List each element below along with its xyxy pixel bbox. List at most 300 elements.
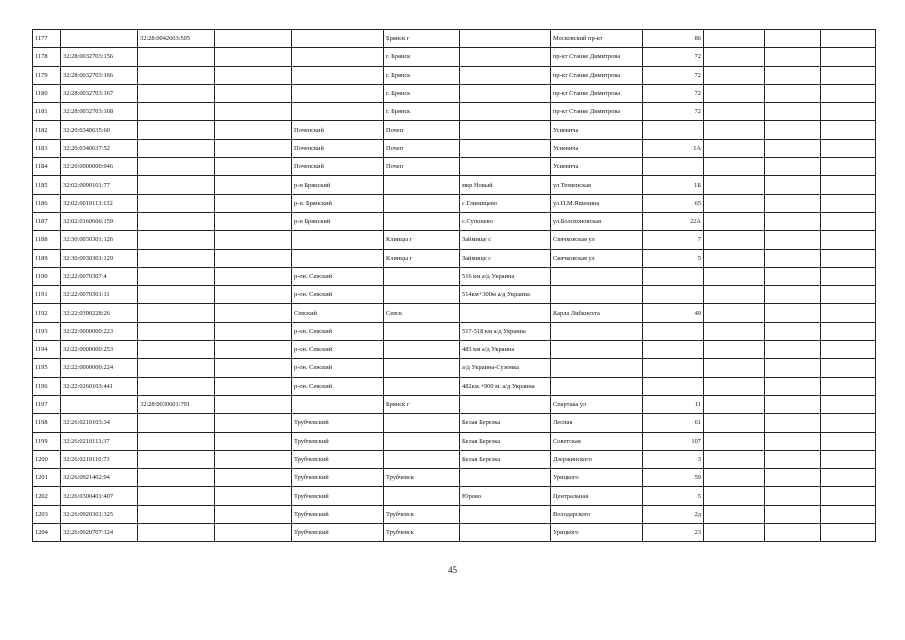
cell-locality: 516 км а/д Украина — [460, 267, 551, 285]
table-row — [33, 505, 876, 523]
cell-row-number: 1193 — [33, 322, 61, 340]
cell-extra-col-1 — [704, 84, 765, 102]
table-row — [33, 414, 876, 432]
cell-extra-col-2 — [765, 450, 821, 468]
cell-row-number: 1186 — [33, 194, 61, 212]
cell-street — [551, 377, 643, 395]
cell-cadastral-number: 32:22:0390228:26 — [61, 304, 138, 322]
cell-locality — [460, 395, 551, 413]
cell-row-number: 1177 — [33, 30, 61, 48]
cell-empty-col — [215, 487, 292, 505]
cell-cadastral-number: 32:22:0070307:4 — [61, 267, 138, 285]
cell-cadastral-number: 32:02:0010113:132 — [61, 194, 138, 212]
cell-extra-col-3 — [821, 377, 876, 395]
cell-house-number — [643, 158, 704, 176]
cell-empty-col — [215, 84, 292, 102]
cell-extra-col-2 — [765, 30, 821, 48]
cell-cadastral-number: 32:28:0032703:167 — [61, 84, 138, 102]
cell-extra-col-2 — [765, 469, 821, 487]
cell-extra-col-2 — [765, 395, 821, 413]
cell-cadastral-number — [61, 395, 138, 413]
cell-row-number: 1188 — [33, 231, 61, 249]
cell-street: ул Тюменская — [551, 176, 643, 194]
cell-cadastral-number: 32:26:0920707:124 — [61, 524, 138, 542]
cell-empty-col — [215, 121, 292, 139]
cell-house-number: 1А — [643, 139, 704, 157]
cell-extra-col-2 — [765, 322, 821, 340]
cell-house-number: 86 — [643, 30, 704, 48]
cell-city — [384, 487, 460, 505]
cell-cadastral-number-alt — [138, 286, 215, 304]
table-row — [33, 176, 876, 194]
table-row — [33, 469, 876, 487]
cell-extra-col-1 — [704, 286, 765, 304]
cell-empty-col — [215, 30, 292, 48]
cell-row-number: 1194 — [33, 341, 61, 359]
table-row — [33, 487, 876, 505]
cell-district: р-н Брянский — [292, 212, 384, 230]
cell-district: р-он. Севский — [292, 377, 384, 395]
cell-cadastral-number-alt — [138, 432, 215, 450]
table-row — [33, 267, 876, 285]
cell-locality: с.Супонево — [460, 212, 551, 230]
cell-city — [384, 377, 460, 395]
cell-extra-col-2 — [765, 84, 821, 102]
cell-extra-col-3 — [821, 48, 876, 66]
cell-row-number: 1183 — [33, 139, 61, 157]
cell-city: Севск — [384, 304, 460, 322]
table-row — [33, 450, 876, 468]
cell-extra-col-2 — [765, 341, 821, 359]
cell-row-number: 1203 — [33, 505, 61, 523]
cell-extra-col-2 — [765, 231, 821, 249]
cell-street: Центральная — [551, 487, 643, 505]
cell-cadastral-number: 32:26:0210113:37 — [61, 432, 138, 450]
cell-extra-col-3 — [821, 103, 876, 121]
cell-house-number: 49 — [643, 304, 704, 322]
table-row — [33, 158, 876, 176]
cell-row-number: 1201 — [33, 469, 61, 487]
cell-city: г. Брянск — [384, 66, 460, 84]
cell-extra-col-1 — [704, 158, 765, 176]
cell-empty-col — [215, 505, 292, 523]
cell-district: Трубчевский — [292, 487, 384, 505]
cell-empty-col — [215, 395, 292, 413]
cell-cadastral-number-alt — [138, 469, 215, 487]
cell-cadastral-number: 32:02:0090101:77 — [61, 176, 138, 194]
cell-cadastral-number-alt: 32:28:0030601:791 — [138, 395, 215, 413]
cell-extra-col-1 — [704, 395, 765, 413]
cell-extra-col-1 — [704, 322, 765, 340]
cell-street: Лесная — [551, 414, 643, 432]
cell-extra-col-1 — [704, 469, 765, 487]
cell-house-number — [643, 267, 704, 285]
cell-row-number: 1179 — [33, 66, 61, 84]
table-row — [33, 231, 876, 249]
cell-city: Почеп — [384, 158, 460, 176]
cell-city: Клинцы г — [384, 249, 460, 267]
cell-row-number: 1182 — [33, 121, 61, 139]
cell-empty-col — [215, 359, 292, 377]
cell-cadastral-number: 32:02:0160606:159 — [61, 212, 138, 230]
cell-extra-col-3 — [821, 286, 876, 304]
cell-extra-col-2 — [765, 414, 821, 432]
cell-locality — [460, 139, 551, 157]
cell-locality: а/д Украина-Суземка — [460, 359, 551, 377]
cell-cadastral-number-alt — [138, 249, 215, 267]
cell-empty-col — [215, 524, 292, 542]
table-row — [33, 395, 876, 413]
table-row — [33, 66, 876, 84]
cell-cadastral-number-alt — [138, 505, 215, 523]
cell-extra-col-1 — [704, 103, 765, 121]
cell-extra-col-3 — [821, 267, 876, 285]
cell-empty-col — [215, 249, 292, 267]
cell-locality — [460, 48, 551, 66]
cell-city — [384, 322, 460, 340]
cell-extra-col-1 — [704, 249, 765, 267]
cell-street: Советская — [551, 432, 643, 450]
cell-extra-col-3 — [821, 487, 876, 505]
cell-extra-col-1 — [704, 377, 765, 395]
cell-locality — [460, 66, 551, 84]
table-row — [33, 524, 876, 542]
cell-extra-col-1 — [704, 66, 765, 84]
cell-extra-col-2 — [765, 505, 821, 523]
cell-cadastral-number-alt — [138, 212, 215, 230]
cell-district: Почепский — [292, 121, 384, 139]
cell-city: г. Брянск — [384, 48, 460, 66]
cell-cadastral-number: 32:20:0340635:60 — [61, 121, 138, 139]
cell-street: Спартака ул — [551, 395, 643, 413]
cell-extra-col-1 — [704, 414, 765, 432]
cell-extra-col-3 — [821, 505, 876, 523]
cell-locality — [460, 121, 551, 139]
cell-city — [384, 414, 460, 432]
cell-city: Почеп — [384, 121, 460, 139]
cell-street: пр-кт Станке Димитрова — [551, 66, 643, 84]
cell-district: р-он. Севский — [292, 267, 384, 285]
cell-cadastral-number-alt — [138, 359, 215, 377]
cell-city: г. Брянск — [384, 84, 460, 102]
cell-district: р-он. Севский — [292, 286, 384, 304]
cell-locality — [460, 158, 551, 176]
cell-row-number: 1187 — [33, 212, 61, 230]
cell-cadastral-number-alt — [138, 341, 215, 359]
cell-empty-col — [215, 377, 292, 395]
cell-extra-col-2 — [765, 158, 821, 176]
cell-street: Свячковская ул — [551, 231, 643, 249]
cell-row-number: 1178 — [33, 48, 61, 66]
cell-extra-col-1 — [704, 359, 765, 377]
cell-cadastral-number-alt — [138, 48, 215, 66]
cell-house-number: 3 — [643, 450, 704, 468]
cell-house-number: 23 — [643, 524, 704, 542]
cell-cadastral-number: 32:22:0260103:441 — [61, 377, 138, 395]
cell-street — [551, 286, 643, 304]
cell-cadastral-number: 32:20:0340637:52 — [61, 139, 138, 157]
table-row — [33, 139, 876, 157]
cell-extra-col-1 — [704, 524, 765, 542]
cell-district: Трубчевский — [292, 524, 384, 542]
cell-district: р-он. Севский — [292, 341, 384, 359]
cell-locality: 483 км а/д Украина — [460, 341, 551, 359]
cell-empty-col — [215, 194, 292, 212]
cell-city: Трубчевск — [384, 524, 460, 542]
cell-row-number: 1185 — [33, 176, 61, 194]
cell-extra-col-2 — [765, 194, 821, 212]
cell-cadastral-number-alt — [138, 139, 215, 157]
table-row — [33, 432, 876, 450]
cell-cadastral-number — [61, 30, 138, 48]
cell-district: р-н Брянский — [292, 176, 384, 194]
table-row — [33, 103, 876, 121]
cell-extra-col-3 — [821, 469, 876, 487]
cell-extra-col-3 — [821, 249, 876, 267]
cell-extra-col-2 — [765, 304, 821, 322]
cell-extra-col-1 — [704, 30, 765, 48]
table-row — [33, 212, 876, 230]
cell-extra-col-2 — [765, 121, 821, 139]
cell-street: Володарского — [551, 505, 643, 523]
cell-cadastral-number-alt — [138, 304, 215, 322]
cell-house-number — [643, 121, 704, 139]
cell-extra-col-3 — [821, 121, 876, 139]
cell-locality: 482км.+900 м. а/д Украина — [460, 377, 551, 395]
cell-locality: Юрово — [460, 487, 551, 505]
cell-empty-col — [215, 212, 292, 230]
cell-city: г. Брянск — [384, 103, 460, 121]
cell-house-number: 107 — [643, 432, 704, 450]
cell-house-number: 1Б — [643, 176, 704, 194]
cell-city — [384, 450, 460, 468]
cell-extra-col-1 — [704, 487, 765, 505]
page-number: 45 — [448, 565, 457, 575]
cell-cadastral-number: 32:26:0210103:34 — [61, 414, 138, 432]
cell-locality: Белая Березка — [460, 450, 551, 468]
cell-row-number: 1199 — [33, 432, 61, 450]
cell-house-number: 72 — [643, 48, 704, 66]
registry-body — [33, 30, 876, 542]
cell-city: Клинцы г — [384, 231, 460, 249]
cell-city: Брянск г — [384, 30, 460, 48]
cell-row-number: 1184 — [33, 158, 61, 176]
cell-street: пр-кт Станке Димитрова — [551, 84, 643, 102]
cell-extra-col-1 — [704, 48, 765, 66]
cell-house-number: 5 — [643, 487, 704, 505]
cell-locality: Белая Березка — [460, 414, 551, 432]
cell-district — [292, 231, 384, 249]
cell-extra-col-1 — [704, 450, 765, 468]
cell-extra-col-3 — [821, 341, 876, 359]
cell-house-number: 11 — [643, 395, 704, 413]
cell-cadastral-number: 32:28:0032703:166 — [61, 66, 138, 84]
cell-cadastral-number-alt — [138, 524, 215, 542]
cell-cadastral-number: 32:22:0070301:11 — [61, 286, 138, 304]
cell-extra-col-3 — [821, 212, 876, 230]
cell-extra-col-2 — [765, 48, 821, 66]
cell-cadastral-number: 32:26:0921402:94 — [61, 469, 138, 487]
cell-cadastral-number: 32:22:0000000:224 — [61, 359, 138, 377]
cell-cadastral-number: 32:20:0000000:946 — [61, 158, 138, 176]
cell-district: Трубчевский — [292, 414, 384, 432]
cell-city: Трубчевск — [384, 505, 460, 523]
cell-locality — [460, 304, 551, 322]
table-row — [33, 84, 876, 102]
table-row — [33, 377, 876, 395]
cell-row-number: 1200 — [33, 450, 61, 468]
cell-district: Трубчевский — [292, 505, 384, 523]
cell-extra-col-1 — [704, 139, 765, 157]
cell-house-number: 22А — [643, 212, 704, 230]
cell-cadastral-number-alt — [138, 231, 215, 249]
cell-row-number: 1189 — [33, 249, 61, 267]
cell-extra-col-1 — [704, 194, 765, 212]
cell-extra-col-2 — [765, 66, 821, 84]
cell-district: Трубчевский — [292, 432, 384, 450]
table-row — [33, 341, 876, 359]
cell-extra-col-3 — [821, 139, 876, 157]
cell-street — [551, 267, 643, 285]
cell-street: Урицкого — [551, 469, 643, 487]
cell-street: Свячковская ул — [551, 249, 643, 267]
cell-cadastral-number: 32:22:0000000:253 — [61, 341, 138, 359]
cell-empty-col — [215, 267, 292, 285]
cell-extra-col-2 — [765, 377, 821, 395]
cell-street: Дзержинского — [551, 450, 643, 468]
cell-extra-col-2 — [765, 286, 821, 304]
cell-district — [292, 249, 384, 267]
cell-empty-col — [215, 469, 292, 487]
cell-house-number — [643, 322, 704, 340]
cell-cadastral-number: 32:26:0920301:325 — [61, 505, 138, 523]
cell-row-number: 1181 — [33, 103, 61, 121]
cell-extra-col-3 — [821, 194, 876, 212]
cell-house-number: 72 — [643, 84, 704, 102]
cell-district: Севский — [292, 304, 384, 322]
cell-locality — [460, 84, 551, 102]
cell-cadastral-number-alt — [138, 103, 215, 121]
registry-table — [32, 29, 876, 542]
cell-empty-col — [215, 322, 292, 340]
cell-city: Трубчевск — [384, 469, 460, 487]
cell-cadastral-number-alt — [138, 84, 215, 102]
table-row — [33, 286, 876, 304]
cell-cadastral-number-alt — [138, 176, 215, 194]
cell-extra-col-3 — [821, 322, 876, 340]
cell-extra-col-2 — [765, 103, 821, 121]
cell-empty-col — [215, 139, 292, 157]
cell-extra-col-3 — [821, 414, 876, 432]
cell-extra-col-3 — [821, 524, 876, 542]
cell-street: Карла Либкнехта — [551, 304, 643, 322]
cell-city — [384, 359, 460, 377]
table-row — [33, 359, 876, 377]
cell-row-number: 1180 — [33, 84, 61, 102]
cell-cadastral-number: 32:28:0032703:168 — [61, 103, 138, 121]
table-row — [33, 30, 876, 48]
cell-street: пр-кт Станке Димитрова — [551, 48, 643, 66]
cell-city — [384, 341, 460, 359]
cell-city — [384, 212, 460, 230]
cell-house-number: 59 — [643, 469, 704, 487]
table-row — [33, 194, 876, 212]
cell-row-number: 1197 — [33, 395, 61, 413]
cell-house-number — [643, 341, 704, 359]
cell-row-number: 1195 — [33, 359, 61, 377]
cell-city: Почеп — [384, 139, 460, 157]
cell-extra-col-2 — [765, 267, 821, 285]
cell-empty-col — [215, 414, 292, 432]
cell-city: Брянск г — [384, 395, 460, 413]
cell-house-number: 72 — [643, 66, 704, 84]
cell-empty-col — [215, 304, 292, 322]
cell-locality: Займище с — [460, 231, 551, 249]
cell-district: Почепский — [292, 139, 384, 157]
cell-cadastral-number-alt — [138, 487, 215, 505]
cell-row-number: 1198 — [33, 414, 61, 432]
cell-street: Усиевича — [551, 158, 643, 176]
cell-house-number — [643, 377, 704, 395]
cell-cadastral-number: 32:30:0030301:126 — [61, 231, 138, 249]
cell-locality: Займище с — [460, 249, 551, 267]
table-row — [33, 304, 876, 322]
cell-house-number — [643, 359, 704, 377]
cell-locality: с Глинищево — [460, 194, 551, 212]
cell-row-number: 1196 — [33, 377, 61, 395]
cell-house-number: 61 — [643, 414, 704, 432]
cell-cadastral-number-alt — [138, 377, 215, 395]
cell-city — [384, 267, 460, 285]
cell-cadastral-number: 32:28:0032703:156 — [61, 48, 138, 66]
cell-district: р-он. Севский — [292, 322, 384, 340]
cell-street: ул.Болохоновская — [551, 212, 643, 230]
cell-cadastral-number-alt — [138, 121, 215, 139]
cell-extra-col-3 — [821, 432, 876, 450]
cell-empty-col — [215, 158, 292, 176]
cell-cadastral-number-alt: 32:28:0042603:505 — [138, 30, 215, 48]
cell-extra-col-1 — [704, 121, 765, 139]
cell-city — [384, 194, 460, 212]
cell-extra-col-1 — [704, 212, 765, 230]
cell-extra-col-2 — [765, 176, 821, 194]
cell-street — [551, 359, 643, 377]
cell-locality — [460, 505, 551, 523]
cell-district: р-он. Севский — [292, 359, 384, 377]
cell-empty-col — [215, 341, 292, 359]
cell-extra-col-3 — [821, 231, 876, 249]
cell-city — [384, 176, 460, 194]
cell-cadastral-number: 32:26:0300401:407 — [61, 487, 138, 505]
cell-street: Усиевича — [551, 121, 643, 139]
cell-extra-col-1 — [704, 176, 765, 194]
cell-extra-col-2 — [765, 524, 821, 542]
cell-street: ул.П.М.Яшенина — [551, 194, 643, 212]
cell-cadastral-number-alt — [138, 158, 215, 176]
cell-extra-col-2 — [765, 359, 821, 377]
cell-cadastral-number-alt — [138, 66, 215, 84]
cell-extra-col-2 — [765, 139, 821, 157]
cell-extra-col-3 — [821, 450, 876, 468]
cell-extra-col-1 — [704, 304, 765, 322]
cell-district: Почепский — [292, 158, 384, 176]
cell-district — [292, 66, 384, 84]
cell-cadastral-number-alt — [138, 322, 215, 340]
cell-extra-col-3 — [821, 158, 876, 176]
cell-district: р-н. Брянский — [292, 194, 384, 212]
cell-extra-col-2 — [765, 212, 821, 230]
cell-cadastral-number-alt — [138, 450, 215, 468]
